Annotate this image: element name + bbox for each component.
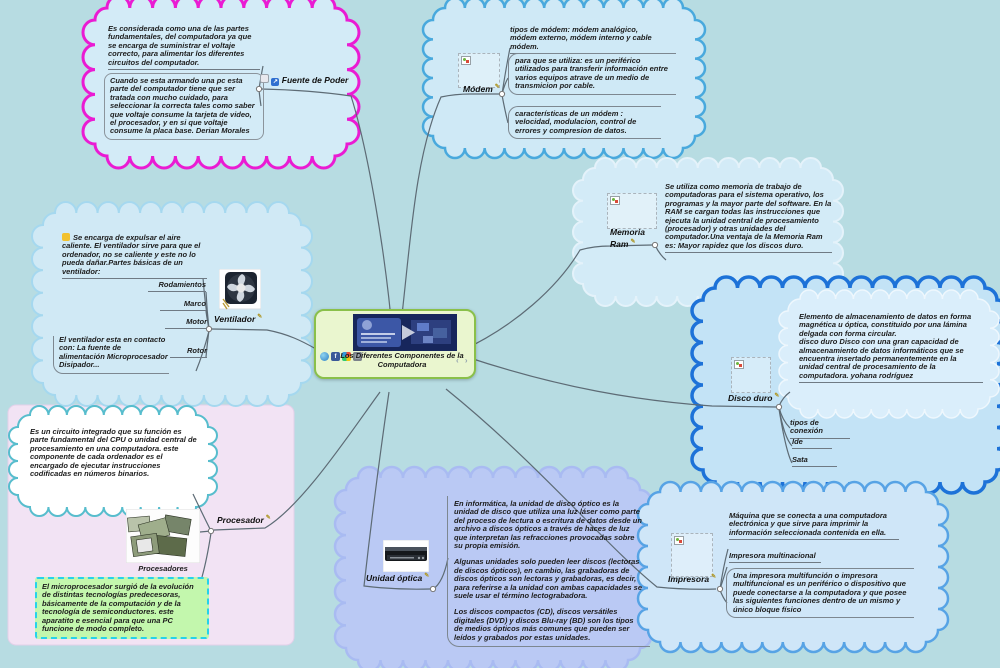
ventilador-note-text: Se encarga de expulsar el aire caliente. El ventilador sirve para que el ordenador, no se caliente y este no lo pueda dañar.Partes básicas de un ventilador: <box>62 233 201 276</box>
subtopic-tipos-de-conexion[interactable]: tipos de conexión <box>790 419 850 439</box>
central-topic-title: Los Diferentes Componentes de la Computadora <box>340 351 464 369</box>
unidad-paragraph-3: Los discos compactos (CD), discos versátiles digitales (DVD) y discos Blu-ray (BD) son los tipos de medios ópticos más comunes que pueden ser leídos y grabados por estas unidades. <box>454 607 634 642</box>
broken-image-icon <box>674 536 684 545</box>
topic-label: Procesador <box>217 514 264 525</box>
subtopic-rodamientos[interactable]: Rodamientos <box>148 281 206 292</box>
collapse-handles[interactable]: ‹ › <box>456 356 470 365</box>
edit-mark-icon: ✎ <box>494 84 500 90</box>
broken-image-icon <box>461 56 471 65</box>
disco-note-line-2: disco duro Disco con una gran capacidad de almacenamiento de datos informáticos que se encuentra insertado permanentemente en la unidad central de procesamiento de la computadora. yohana rodríguez <box>799 337 964 380</box>
unidad-paragraph-2: Algunas unidades solo pueden leer discos (lectoras de discos ópticos), en cambio, las grabadoras de discos ópticos son lectoras y grabadoras, es decir, para referirse a la unidad con ambas capacidades se suele usar el término lectograbadora. <box>454 557 643 601</box>
disco-note-line-1: Elemento de almacenamiento de datos en forma magnética u óptica, constituido por una lámina delgada con forma circular. <box>799 312 972 338</box>
note-impresora-3[interactable]: Una impresora multifunción o impresora multifuncional es un periférico o dispositivo que puede conectarse a la computadora y que posee las siguientes funciones dentro de un mismo y único bloque físico <box>726 568 914 618</box>
subtopic-marco[interactable]: Marco <box>160 300 206 311</box>
note-disco-1[interactable] <box>799 313 983 383</box>
topic-label: Ventilador <box>214 313 256 324</box>
unidad-paragraph-1: En informática, la unidad de disco óptico es la unidad de disco que utiliza una luz láser como parte del proceso de lectura o escritura de datos desde un archivo a discos ópticos a través de haces de luz que interpretan las refracciones provocadas sobre su propia emisión. <box>454 499 642 551</box>
broken-image-placeholder-ram[interactable] <box>607 193 657 229</box>
topic-label: Disco duro <box>728 392 773 403</box>
note-ventilador-1[interactable] <box>62 233 207 279</box>
note-modem-2[interactable]: para que se utiliza: es un periférico utilizados para transferir información entre varios equipos atrave de un medio de transmicion por cable. <box>508 53 676 95</box>
broken-image-placeholder-impresora[interactable] <box>671 533 713 577</box>
edit-mark-icon: ✎ <box>257 314 263 320</box>
subtopic-motor[interactable]: Motor <box>165 318 207 329</box>
topic-procesador[interactable] <box>217 514 271 525</box>
note-impresora-2[interactable]: Impresora multinacional <box>729 552 821 563</box>
note-icon <box>260 74 269 83</box>
facebook-icon[interactable]: f <box>331 352 340 361</box>
topic-fuente-de-poder[interactable] <box>260 74 348 86</box>
edit-mark-icon: ✎ <box>630 238 636 245</box>
topic-modem[interactable] <box>463 83 500 94</box>
broken-image-icon <box>610 196 620 205</box>
note-ventilador-2[interactable]: El ventilador esta en contacto con: La fuente de alimentación Microprocesador Disipador... <box>53 336 169 374</box>
ventilador-fan-image[interactable] <box>219 269 261 313</box>
topic-label: Memoria Ram <box>610 227 645 249</box>
note-fuente-2[interactable]: Cuando se esta armando una pc esta parte del computador tiene que ser tratada con mucho cuidado, para seleccionar la correcta tales como saber que voltaje consume la tarjeta de video, el procesador, y en si que voltaje consume la placa base. Derian Morales <box>104 73 264 140</box>
subtopic-rotor[interactable]: Rotor <box>170 347 207 358</box>
subtopic-ide[interactable]: Ide <box>792 438 832 449</box>
topic-memoria-ram[interactable] <box>610 228 652 249</box>
procesadores-image[interactable] <box>126 509 200 563</box>
note-procesador-2[interactable]: El microprocesador surgió de la evolución de distintas tecnologías predecesoras, básicamente de la computación y de la tecnología de semiconductores. este aparatito e esencial para que una PC funcione de modo completo. <box>35 577 209 639</box>
note-ram-1[interactable]: Se utiliza como memoria de trabajo de computadoras para el sistema operativo, los programas y la mayor parte del software. En la RAM se cargan todas las instrucciones que ejecuta la unidad central de procesamiento (procesador) y otras unidades del computador.Una ventaja de la Memoria Ram es: Mayor rapidez que los discos duro. <box>665 183 832 253</box>
globe-icon[interactable] <box>320 352 329 361</box>
note-fuente-1[interactable]: Es considerada como una de las partes fundamentales, del computadora ya que se encarga de suministrar el voltaje correcto, para alimentar los diferentes circuitos del computador. <box>108 25 260 70</box>
broken-image-icon <box>734 360 744 369</box>
note-impresora-1[interactable]: Máquina que se conecta a una computadora electrónica y que sirve para imprimir la información seleccionada contenida en ella. <box>729 512 899 540</box>
topic-label: Impresora <box>668 573 710 584</box>
unidad-optica-image[interactable] <box>383 540 429 572</box>
edit-mark-icon: ✎ <box>774 393 780 399</box>
topic-label: Fuente de Poder <box>281 75 349 85</box>
topic-ventilador[interactable] <box>214 313 262 324</box>
topic-impresora[interactable] <box>668 573 716 584</box>
note-modem-3[interactable]: características de un módem : velocidad, modulacion, control de errores y compresion de datos. <box>508 106 661 139</box>
edit-mark-icon: ✎ <box>265 515 271 521</box>
topic-disco-duro[interactable] <box>728 392 779 403</box>
edit-mark-icon: ✎ <box>711 574 717 580</box>
subtopic-sata[interactable]: Sata <box>792 456 837 467</box>
topic-label: Módem <box>463 83 493 94</box>
note-modem-1[interactable]: tipos de módem: módem analógico, módem externo, módem interno y cable módem. <box>510 26 660 54</box>
note-procesador-1[interactable]: Es un circuito integrado que su función es parte fundamental del CPU o unidad central de procesamiento en una computadora. este componente de cada ordenador es el encargado de ejecutar instrucciones codificadas en números binarios. <box>30 427 197 479</box>
edit-mark-icon: ✎ <box>424 573 430 579</box>
central-video-thumbnail[interactable] <box>353 314 457 351</box>
topic-unidad-optica[interactable] <box>366 572 429 583</box>
topic-label: Unidad óptica <box>366 572 423 583</box>
note-unidad-1[interactable] <box>447 496 650 647</box>
link-icon: ↗ <box>272 79 278 85</box>
procesadores-caption: Procesadores <box>138 564 188 573</box>
broken-image-placeholder-disco[interactable] <box>731 357 771 393</box>
hand-emoji-icon <box>62 233 70 241</box>
